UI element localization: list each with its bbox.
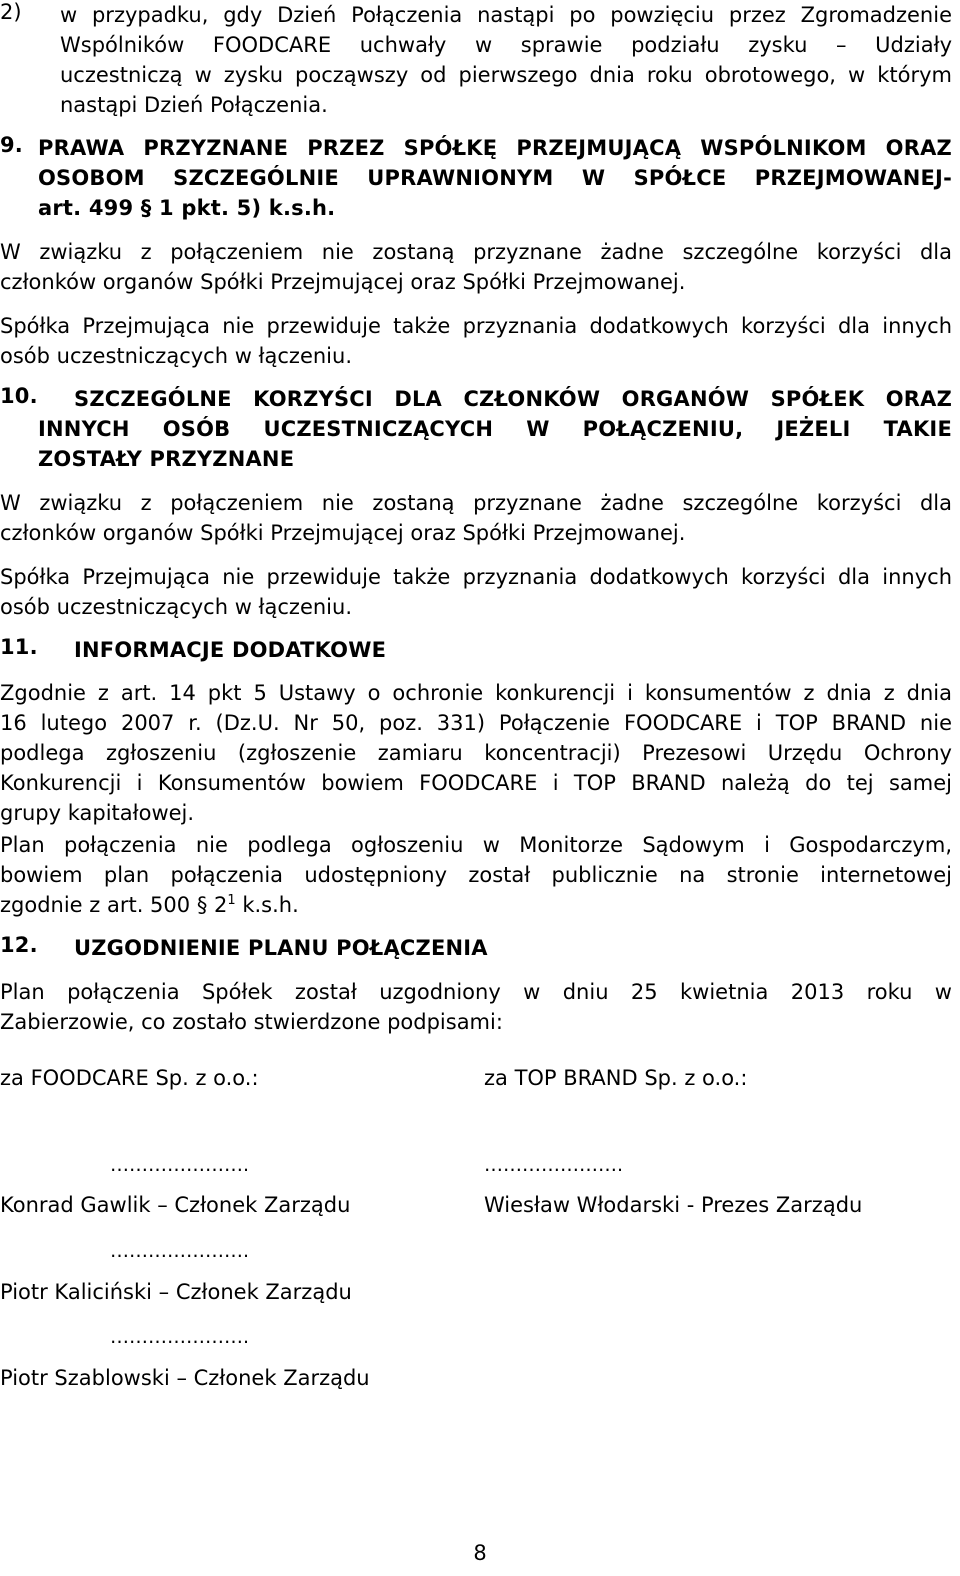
section-title: UZGODNIENIE PLANU POŁĄCZENIA [74,936,488,960]
text-line [0,890,952,920]
text-line: Spółka Przejmująca nie przewiduje także przyznania dodatkowych korzyści dla innych [0,314,952,338]
text-line: podlega zgłoszeniu (zgłoszenie zamiaru koncentracji) Prezesowi Urzędu Ochrony [0,741,952,765]
section-number: 9. [0,133,23,157]
text-line: w przypadku, gdy Dzień Połączenia nastąpi po powzięciu przez Zgromadzenie [60,3,952,27]
heading-line: PRAWA PRZYZNANE PRZEZ SPÓŁKĘ PRZEJMUJĄCĄ WSPÓLNIKOM ORAZ [38,136,952,160]
signature-line-dots: …………………. [484,1154,624,1176]
signature-line-dots: …………………. [110,1240,250,1262]
text-line: grupy kapitałowej. [0,801,195,825]
signature-line-dots: …………………. [110,1326,250,1348]
text-line: Spółka Przejmująca nie przewiduje także przyznania dodatkowych korzyści dla innych [0,565,952,589]
signature-left-header: za FOODCARE Sp. z o.o.: [0,1066,259,1090]
text-line: członków organów Spółki Przejmującej oraz Spółki Przejmowanej. [0,270,686,294]
section-11-paragraph-2 [0,830,952,920]
section-12-paragraph-1 [0,977,952,1037]
section-12-heading [0,933,952,963]
heading-line: SZCZEGÓLNE KORZYŚCI DLA CZŁONKÓW ORGANÓW SPÓŁEK ORAZ [74,387,952,411]
text-fragment: k.s.h. [235,893,299,917]
text-line: Plan połączenia Spółek został uzgodniony w dniu 25 kwietnia 2013 roku w [0,980,952,1004]
signatory-name: Piotr Szablowski – Członek Zarządu [0,1366,370,1390]
section-number: 12. [0,933,38,957]
section-10-heading [0,384,952,474]
text-line: uczestniczą w zysku począwszy od pierwszego dnia roku obrotowego, w którym [60,63,952,87]
heading-line: OSOBOM SZCZEGÓLNIE UPRAWNIONYM W SPÓŁCE PRZEJMOWANEJ- [38,166,952,190]
page-number: 8 [473,1541,487,1565]
signature-line-dots: …………………. [110,1154,250,1176]
section-10-paragraph-2 [0,562,952,622]
section-9-paragraph-1 [0,237,952,297]
text-line: Plan połączenia nie podlega ogłoszeniu w Monitorze Sądowym i Gospodarczym, [0,833,952,857]
section-11-paragraph-1 [0,678,952,828]
section-9-paragraph-2 [0,311,952,371]
text-line: Konkurencji i Konsumentów bowiem FOODCARE i TOP BRAND należą do tej samej [0,771,952,795]
text-line: członków organów Spółki Przejmującej oraz Spółki Przejmowanej. [0,521,686,545]
section-number: 11. [0,635,38,659]
heading-line: art. 499 § 1 pkt. 5) k.s.h. [38,196,336,220]
section-10-paragraph-1 [0,488,952,548]
text-line: osób uczestniczących w łączeniu. [0,344,353,368]
list-item-number: 2) [0,0,22,24]
signatory-name: Piotr Kaliciński – Członek Zarządu [0,1280,352,1304]
heading-line: INNYCH OSÓB UCZESTNICZĄCYCH W POŁĄCZENIU, JEŻELI TAKIE [38,417,952,441]
superscript: 1 [227,893,236,908]
list-item-2 [0,0,952,120]
signatory-name: Wiesław Włodarski - Prezes Zarządu [484,1193,863,1217]
signature-right-header: za TOP BRAND Sp. z o.o.: [484,1066,748,1090]
section-title: INFORMACJE DODATKOWE [74,638,387,662]
text-line: bowiem plan połączenia udostępniony został publicznie na stronie internetowej [0,863,952,887]
text-line: Zabierzowie, co zostało stwierdzone podpisami: [0,1010,503,1034]
signatory-name: Konrad Gawlik – Członek Zarządu [0,1193,351,1217]
section-number: 10. [0,384,38,408]
list-item-text [60,0,952,120]
text-line: W związku z połączeniem nie zostaną przyznane żadne szczególne korzyści dla [0,240,952,264]
section-11-heading [0,635,952,665]
text-fragment: zgodnie z art. 500 § 2 [0,893,228,917]
heading-line: ZOSTAŁY PRZYZNANE [38,447,295,471]
text-line: nastąpi Dzień Połączenia. [60,93,328,117]
text-line: Wspólników FOODCARE uchwały w sprawie podziału zysku – Udziały [60,33,952,57]
text-line: osób uczestniczących w łączeniu. [0,595,353,619]
text-line: W związku z połączeniem nie zostaną przyznane żadne szczególne korzyści dla [0,491,952,515]
text-line: Zgodnie z art. 14 pkt 5 Ustawy o ochronie konkurencji i konsumentów z dnia z dnia [0,681,952,705]
section-9-heading [0,133,952,223]
text-line: 16 lutego 2007 r. (Dz.U. Nr 50, poz. 331) Połączenie FOODCARE i TOP BRAND nie [0,711,952,735]
